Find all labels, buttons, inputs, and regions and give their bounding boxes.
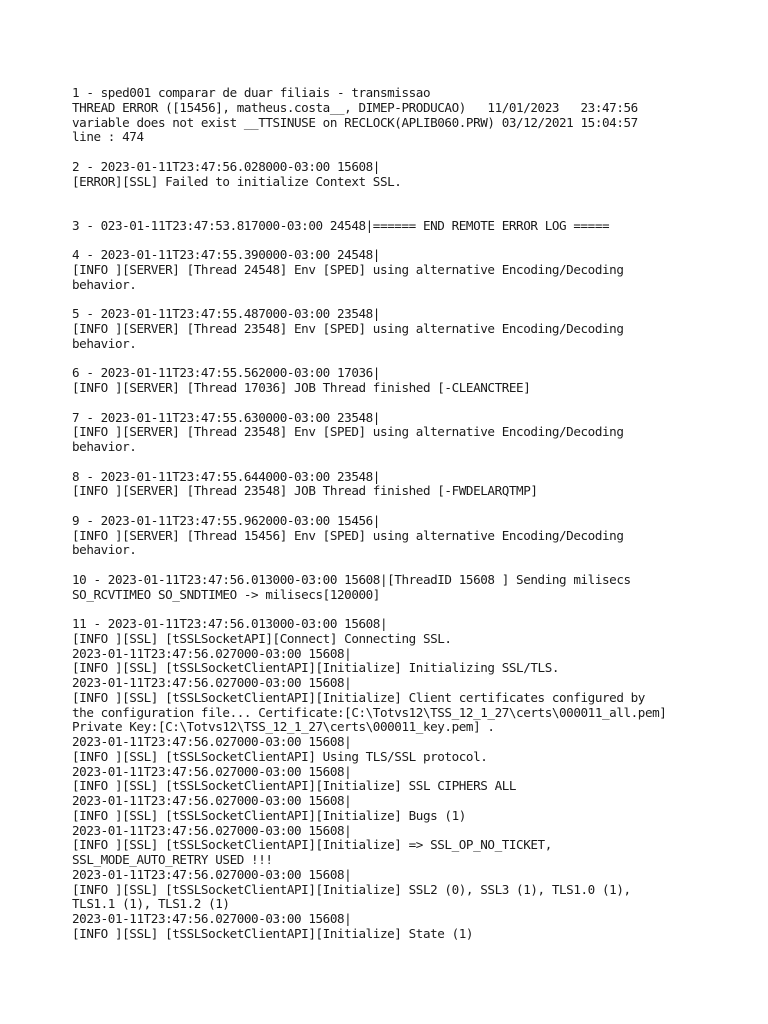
- blank-line: [72, 396, 752, 411]
- log-line: 4 - 2023-01-11T23:47:55.390000-03:00 24548|: [72, 247, 380, 263]
- log-line: [INFO ][SERVER] [Thread 24548] Env [SPED] using alternative Encoding/Decoding: [72, 262, 624, 277]
- log-line: 2023-01-11T23:47:56.027000-03:00 15608|: [72, 675, 352, 690]
- blank-line: [72, 234, 752, 249]
- log-line: [INFO ][SSL] [tSSLSocketClientAPI][Initialize] Bugs (1): [72, 807, 466, 823]
- log-line: 2023-01-11T23:47:56.027000-03:00 15608|: [72, 911, 352, 926]
- log-line: 2023-01-11T23:47:56.027000-03:00 15608|: [72, 866, 352, 882]
- blank-line: [72, 558, 752, 573]
- log-line: 11 - 2023-01-11T23:47:56.013000-03:00 15608|: [72, 616, 388, 631]
- log-line: 2023-01-11T23:47:56.027000-03:00 15608|: [72, 822, 352, 838]
- log-line: behavior.: [72, 542, 137, 558]
- log-line: [INFO ][SSL] [tSSLSocketClientAPI][Initialize] Initializing SSL/TLS.: [72, 660, 560, 676]
- log-line: 9 - 2023-01-11T23:47:55.962000-03:00 15456|: [72, 512, 380, 528]
- log-line: [INFO ][SSL] [tSSLSocketClientAPI][Initialize] Client certificates configured by: [72, 689, 645, 705]
- log-line: [INFO ][SSL] [tSSLSocketClientAPI][Initialize] => SSL_OP_NO_TICKET,: [72, 837, 552, 853]
- log-line: 6 - 2023-01-11T23:47:55.562000-03:00 17036|: [72, 365, 380, 381]
- log-line: 2 - 2023-01-11T23:47:56.028000-03:00 15608|: [72, 158, 380, 174]
- log-line: the configuration file... Certificate:[C:\Totvs12\TSS_12_1_27\certs\000011_all.pem]: [72, 704, 667, 720]
- blank-line: [72, 602, 752, 617]
- log-line: SO_RCVTIMEO SO_SNDTIMEO -> milisecs[120000]: [72, 586, 380, 602]
- log-line: TLS1.1 (1), TLS1.2 (1): [72, 896, 230, 912]
- log-line: [INFO ][SERVER] [Thread 17036] JOB Thread finished [-CLEANCTREE]: [72, 380, 531, 395]
- log-line: 7 - 2023-01-11T23:47:55.630000-03:00 23548|: [72, 409, 380, 425]
- log-line: 10 - 2023-01-11T23:47:56.013000-03:00 15608|[ThreadID 15608 ] Sending milisecs: [72, 571, 631, 587]
- log-line: Private Key:[C:\Totvs12\TSS_12_1_27\certs\000011_key.pem] .: [72, 719, 495, 735]
- log-line: line : 474: [72, 129, 144, 145]
- log-line: 1 - sped001 comparar de duar filiais - transmissao: [72, 85, 431, 100]
- log-line: 2023-01-11T23:47:56.027000-03:00 15608|: [72, 645, 352, 661]
- log-line: behavior.: [72, 439, 137, 454]
- log-line: 2023-01-11T23:47:56.027000-03:00 15608|: [72, 734, 352, 749]
- log-line: 8 - 2023-01-11T23:47:55.644000-03:00 23548|: [72, 468, 380, 484]
- log-line: 5 - 2023-01-11T23:47:55.487000-03:00 23548|: [72, 306, 380, 322]
- blank-line: [72, 189, 752, 204]
- log-line: variable does not exist __TTSINUSE on RECLOCK(APLIB060.PRW) 03/12/2021 15:04:57: [72, 114, 638, 130]
- log-line: [INFO ][SSL] [tSSLSocketClientAPI][Initialize] State (1): [72, 925, 474, 941]
- log-line: 2023-01-11T23:47:56.027000-03:00 15608|: [72, 793, 352, 808]
- log-line: [INFO ][SERVER] [Thread 23548] Env [SPED] using alternative Encoding/Decoding: [72, 424, 624, 440]
- log-line: [INFO ][SERVER] [Thread 23548] JOB Thread finished [-FWDELARQTMP]: [72, 483, 538, 499]
- blank-line: [72, 352, 752, 367]
- log-line: [INFO ][SERVER] [Thread 15456] Env [SPED] using alternative Encoding/Decoding: [72, 527, 624, 543]
- document-page: [72, 86, 752, 942]
- log-line: [INFO ][SERVER] [Thread 23548] Env [SPED] using alternative Encoding/Decoding: [72, 321, 624, 336]
- log-line: behavior.: [72, 335, 137, 351]
- blank-line: [72, 499, 752, 514]
- blank-line: [72, 145, 752, 160]
- blank-line: [72, 204, 752, 219]
- log-line: SSL_MODE_AUTO_RETRY USED !!!: [72, 852, 273, 867]
- log-line: [ERROR][SSL] Failed to initialize Context SSL.: [72, 173, 402, 189]
- log-line: [INFO ][SSL] [tSSLSocketClientAPI][Initialize] SSL2 (0), SSL3 (1), TLS1.0 (1),: [72, 881, 631, 897]
- log-line: [INFO ][SSL] [tSSLSocketClientAPI][Initialize] SSL CIPHERS ALL: [72, 778, 517, 794]
- log-line: [INFO ][SSL] [tSSLSocketClientAPI] Using TLS/SSL protocol.: [72, 748, 488, 764]
- blank-line: [72, 293, 752, 308]
- log-line: 2023-01-11T23:47:56.027000-03:00 15608|: [72, 763, 352, 779]
- log-line: THREAD ERROR ([15456], matheus.costa__, DIMEP-PRODUCAO) 11/01/2023 23:47:56: [72, 99, 638, 115]
- log-line: behavior.: [72, 276, 137, 292]
- blank-line: [72, 455, 752, 470]
- log-line: [INFO ][SSL] [tSSLSocketAPI][Connect] Connecting SSL.: [72, 630, 452, 646]
- log-line: 3 - 023-01-11T23:47:53.817000-03:00 24548|====== END REMOTE ERROR LOG =====: [72, 217, 610, 233]
